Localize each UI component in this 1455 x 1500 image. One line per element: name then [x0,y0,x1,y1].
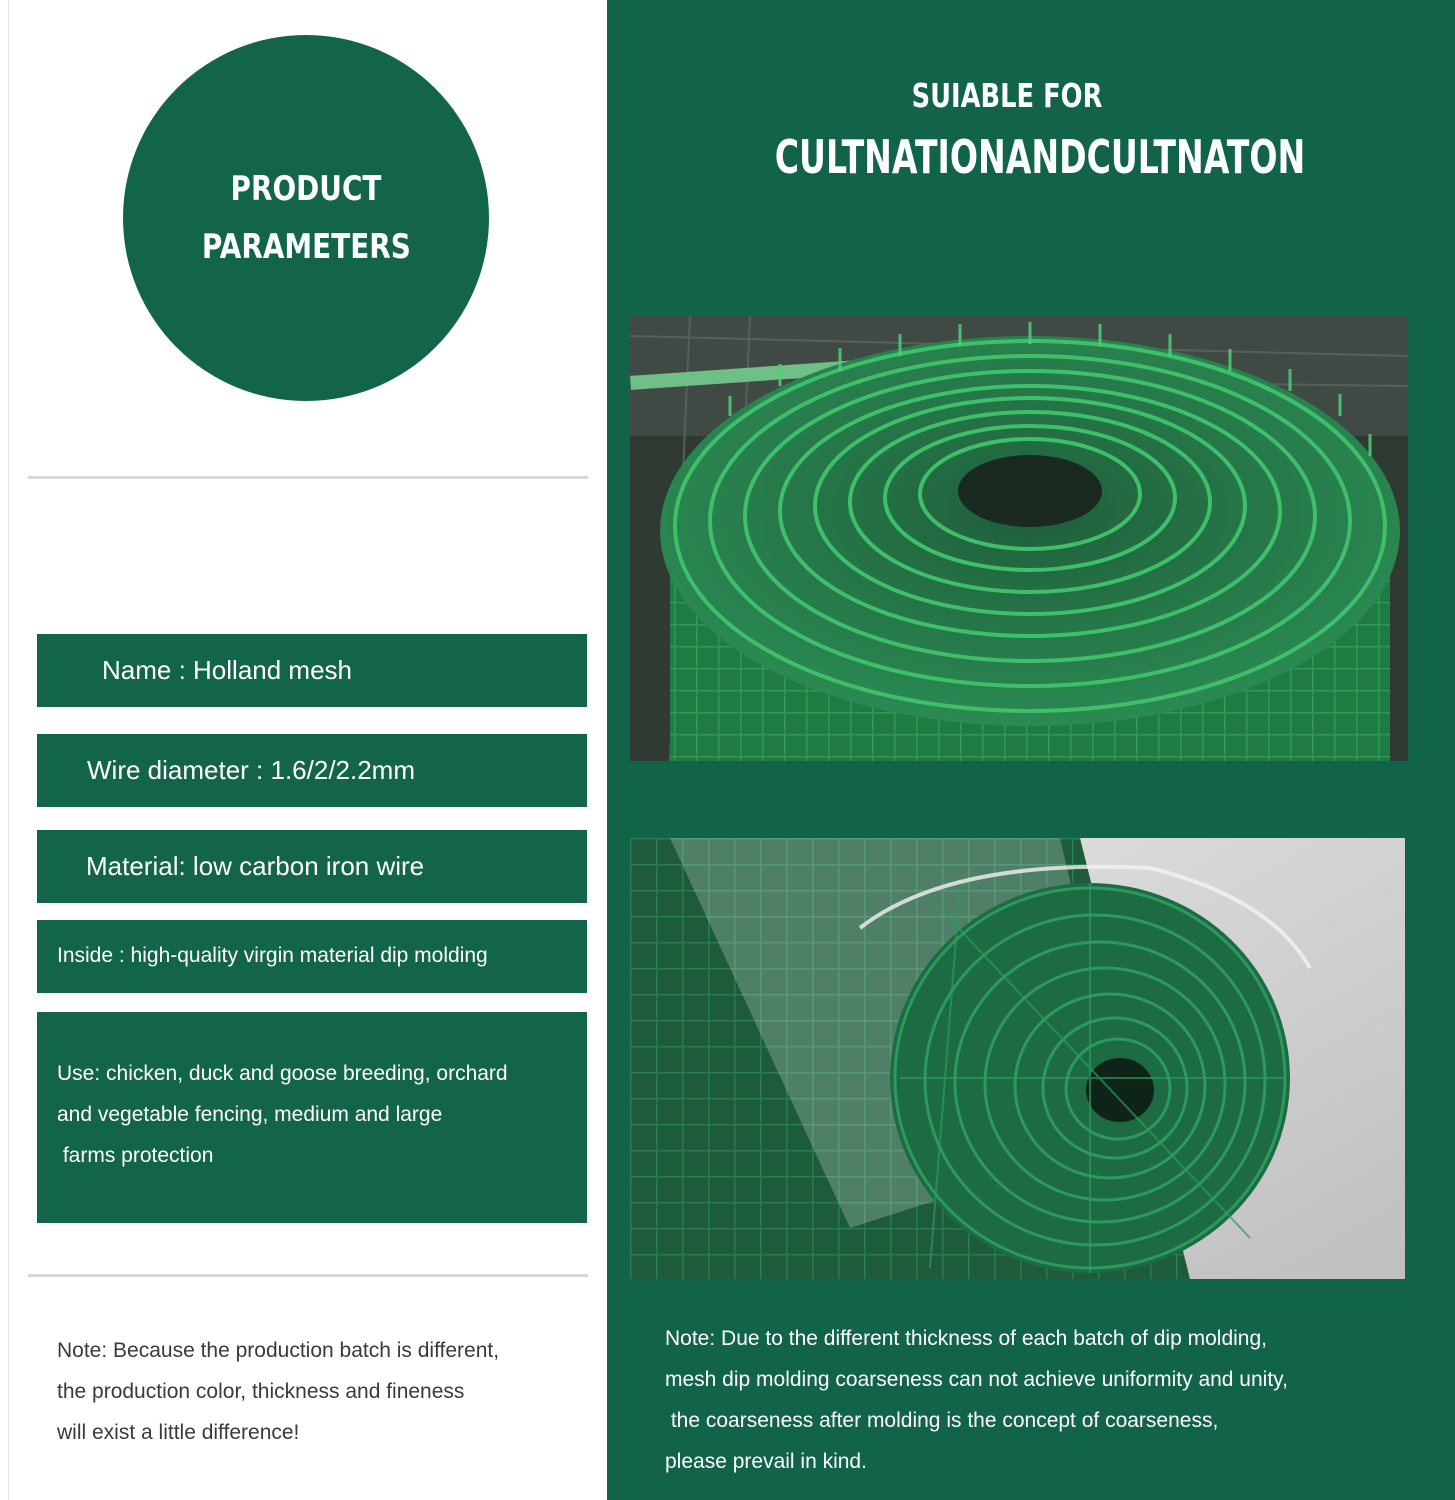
param-name-text: Name : Holland mesh [102,655,352,685]
panel-border [8,0,9,1500]
wire-mesh-roll-photo-bottom [630,838,1405,1279]
note-left-line-1: Note: Because the production batch is different, [57,1339,500,1362]
param-wire-diameter-text: Wire diameter : 1.6/2/2.2mm [87,755,415,785]
param-name [37,634,587,707]
param-use [37,1012,587,1223]
param-inside-text: Inside : high-quality virgin material dip molding [57,944,488,967]
product-parameters-panel [0,0,607,1500]
mesh-roll-bottom-icon [630,838,1405,1279]
mesh-roll-top-icon [630,316,1408,761]
badge-line-2: PARAMETERS [201,227,411,267]
note-right-line-4: please prevail in kind. [665,1450,867,1473]
note-right-line-2: mesh dip molding coarseness can not achieve uniformity and unity, [665,1368,1288,1391]
param-wire-diameter [37,734,587,807]
note-left [57,1330,577,1453]
note-left-line-3: will exist a little difference! [57,1421,300,1444]
param-use-text [57,1053,508,1176]
param-material [37,830,587,903]
divider-top [28,476,588,479]
note-left-line-2: the production color, thickness and fineness [57,1380,465,1403]
param-use-line-1: Use: chicken, duck and goose breeding, orchard [57,1062,508,1085]
badge-line-1: PRODUCT [230,169,382,209]
title-line-2: CULTNATIONANDCULTNATON [774,130,1306,184]
param-material-text: Material: low carbon iron wire [86,851,425,881]
note-right [665,1318,1425,1482]
note-right-line-3: the coarseness after molding is the concept of coarseness, [665,1409,1219,1432]
wire-mesh-roll-photo-top [630,316,1408,761]
param-use-line-2: and vegetable fencing, medium and large [57,1103,443,1126]
param-use-line-3: farms protection [57,1144,214,1167]
title-line-1: SUIABLE FOR [911,76,1103,115]
product-parameters-badge [123,35,489,401]
param-inside [37,920,587,993]
note-right-line-1: Note: Due to the different thickness of each batch of dip molding, [665,1327,1267,1350]
divider-bottom [28,1274,588,1277]
